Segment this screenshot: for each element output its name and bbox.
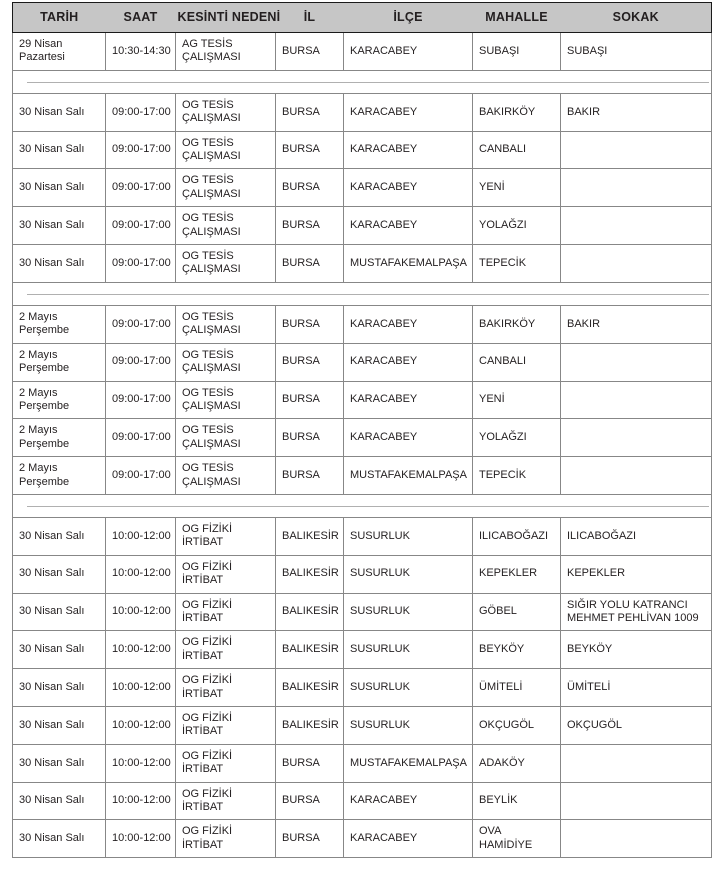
cell-saat: 09:00-17:00 <box>106 131 176 169</box>
cell-sokak <box>561 131 712 169</box>
cell-tarih: 30 Nisan Salı <box>13 169 106 207</box>
table-row <box>13 707 712 745</box>
cell-saat: 10:00-12:00 <box>106 555 176 593</box>
cell-ilce: KARACABEY <box>344 131 473 169</box>
column-header-mahalle: MAHALLE <box>473 3 561 33</box>
cell-il: BURSA <box>276 381 344 419</box>
cell-mahalle: CANBALI <box>473 131 561 169</box>
cell-saat: 09:00-17:00 <box>106 169 176 207</box>
separator-rule <box>27 294 709 295</box>
cell-il: BALIKESİR <box>276 631 344 669</box>
table-row <box>13 33 712 71</box>
cell-ilce: KARACABEY <box>344 93 473 131</box>
cell-ilce: SUSURLUK <box>344 669 473 707</box>
cell-sokak: ILICABOĞAZI <box>561 517 712 555</box>
cell-il: BURSA <box>276 93 344 131</box>
cell-il: BURSA <box>276 820 344 858</box>
cell-mahalle: YOLAĞZI <box>473 207 561 245</box>
column-header-saat: SAAT <box>106 3 176 33</box>
cell-sokak: BAKIR <box>561 305 712 343</box>
cell-sokak <box>561 207 712 245</box>
cell-sokak: OKÇUGÖL <box>561 707 712 745</box>
cell-sokak <box>561 245 712 283</box>
cell-ilce: MUSTAFAKEMALPAŞA <box>344 457 473 495</box>
cell-ilce: SUSURLUK <box>344 631 473 669</box>
cell-il: BURSA <box>276 782 344 820</box>
cell-neden: OG FİZİKİ İRTİBAT <box>176 707 276 745</box>
cell-il: BALIKESİR <box>276 517 344 555</box>
cell-mahalle: KEPEKLER <box>473 555 561 593</box>
separator-cell <box>13 494 712 517</box>
cell-ilce: KARACABEY <box>344 207 473 245</box>
separator-cell <box>13 282 712 305</box>
cell-ilce: KARACABEY <box>344 33 473 71</box>
cell-saat: 09:00-17:00 <box>106 381 176 419</box>
cell-tarih: 2 Mayıs Perşembe <box>13 419 106 457</box>
table-row <box>13 169 712 207</box>
cell-tarih: 29 Nisan Pazartesi <box>13 33 106 71</box>
cell-tarih: 30 Nisan Salı <box>13 744 106 782</box>
cell-tarih: 30 Nisan Salı <box>13 593 106 631</box>
cell-saat: 09:00-17:00 <box>106 207 176 245</box>
cell-mahalle: BEYKÖY <box>473 631 561 669</box>
cell-mahalle: SUBAŞI <box>473 33 561 71</box>
cell-ilce: SUSURLUK <box>344 517 473 555</box>
cell-neden: OG FİZİKİ İRTİBAT <box>176 593 276 631</box>
cell-ilce: KARACABEY <box>344 419 473 457</box>
cell-saat: 09:00-17:00 <box>106 419 176 457</box>
table-header <box>13 3 712 33</box>
cell-neden: OG FİZİKİ İRTİBAT <box>176 820 276 858</box>
cell-sokak: SIĞIR YOLU KATRANCI MEHMET PEHLİVAN 1009 <box>561 593 712 631</box>
column-header-neden: KESİNTİ NEDENİ <box>176 3 276 33</box>
cell-il: BURSA <box>276 131 344 169</box>
cell-neden: OG TESİS ÇALIŞMASI <box>176 381 276 419</box>
cell-ilce: MUSTAFAKEMALPAŞA <box>344 245 473 283</box>
cell-tarih: 30 Nisan Salı <box>13 782 106 820</box>
cell-neden: OG TESİS ÇALIŞMASI <box>176 343 276 381</box>
cell-mahalle: TEPECİK <box>473 457 561 495</box>
cell-neden: OG TESİS ÇALIŞMASI <box>176 457 276 495</box>
table-row <box>13 517 712 555</box>
cell-il: BURSA <box>276 169 344 207</box>
cell-sokak: BAKIR <box>561 93 712 131</box>
cell-tarih: 30 Nisan Salı <box>13 207 106 245</box>
cell-tarih: 30 Nisan Salı <box>13 131 106 169</box>
cell-il: BURSA <box>276 744 344 782</box>
cell-sokak: BEYKÖY <box>561 631 712 669</box>
cell-sokak: SUBAŞI <box>561 33 712 71</box>
cell-saat: 10:00-12:00 <box>106 593 176 631</box>
cell-neden: OG FİZİKİ İRTİBAT <box>176 744 276 782</box>
table-row <box>13 820 712 858</box>
cell-saat: 09:00-17:00 <box>106 457 176 495</box>
cell-tarih: 2 Mayıs Perşembe <box>13 305 106 343</box>
cell-saat: 10:00-12:00 <box>106 707 176 745</box>
cell-saat: 10:00-12:00 <box>106 517 176 555</box>
column-header-sokak: SOKAK <box>561 3 712 33</box>
cell-sokak <box>561 820 712 858</box>
table-row <box>13 457 712 495</box>
cell-neden: OG TESİS ÇALIŞMASI <box>176 93 276 131</box>
cell-ilce: KARACABEY <box>344 305 473 343</box>
cell-tarih: 30 Nisan Salı <box>13 93 106 131</box>
power-outage-table <box>12 2 712 858</box>
cell-il: BURSA <box>276 457 344 495</box>
table-row <box>13 555 712 593</box>
cell-mahalle: TEPECİK <box>473 245 561 283</box>
cell-neden: OG TESİS ÇALIŞMASI <box>176 169 276 207</box>
column-header-tarih: TARİH <box>13 3 106 33</box>
cell-neden: OG FİZİKİ İRTİBAT <box>176 631 276 669</box>
cell-il: BALIKESİR <box>276 555 344 593</box>
cell-saat: 10:00-12:00 <box>106 782 176 820</box>
table-header-row <box>13 3 712 33</box>
cell-mahalle: OVA HAMİDİYE <box>473 820 561 858</box>
cell-neden: OG FİZİKİ İRTİBAT <box>176 669 276 707</box>
cell-tarih: 30 Nisan Salı <box>13 631 106 669</box>
cell-mahalle: OKÇUGÖL <box>473 707 561 745</box>
cell-sokak <box>561 169 712 207</box>
cell-mahalle: YENİ <box>473 169 561 207</box>
cell-sokak: KEPEKLER <box>561 555 712 593</box>
table-row <box>13 381 712 419</box>
cell-tarih: 2 Mayıs Perşembe <box>13 457 106 495</box>
cell-neden: OG TESİS ÇALIŞMASI <box>176 207 276 245</box>
cell-ilce: KARACABEY <box>344 343 473 381</box>
cell-mahalle: YOLAĞZI <box>473 419 561 457</box>
cell-il: BURSA <box>276 305 344 343</box>
cell-neden: OG TESİS ÇALIŞMASI <box>176 245 276 283</box>
cell-sokak: ÜMİTELİ <box>561 669 712 707</box>
separator-cell <box>13 70 712 93</box>
table-row <box>13 207 712 245</box>
cell-mahalle: YENİ <box>473 381 561 419</box>
cell-mahalle: ÜMİTELİ <box>473 669 561 707</box>
cell-mahalle: BAKIRKÖY <box>473 93 561 131</box>
cell-il: BURSA <box>276 207 344 245</box>
cell-ilce: KARACABEY <box>344 381 473 419</box>
column-header-il: İL <box>276 3 344 33</box>
cell-ilce: SUSURLUK <box>344 707 473 745</box>
cell-neden: OG FİZİKİ İRTİBAT <box>176 782 276 820</box>
cell-ilce: MUSTAFAKEMALPAŞA <box>344 744 473 782</box>
table-row <box>13 343 712 381</box>
cell-tarih: 2 Mayıs Perşembe <box>13 381 106 419</box>
column-header-ilce: İLÇE <box>344 3 473 33</box>
table-separator-row <box>13 70 712 93</box>
cell-sokak <box>561 381 712 419</box>
cell-ilce: SUSURLUK <box>344 555 473 593</box>
cell-sokak <box>561 782 712 820</box>
cell-il: BURSA <box>276 33 344 71</box>
table-row <box>13 419 712 457</box>
cell-ilce: KARACABEY <box>344 169 473 207</box>
table-row <box>13 593 712 631</box>
cell-tarih: 30 Nisan Salı <box>13 707 106 745</box>
cell-saat: 09:00-17:00 <box>106 343 176 381</box>
cell-mahalle: ILICABOĞAZI <box>473 517 561 555</box>
table-separator-row <box>13 282 712 305</box>
cell-il: BURSA <box>276 343 344 381</box>
cell-saat: 10:00-12:00 <box>106 631 176 669</box>
table-row <box>13 782 712 820</box>
cell-sokak <box>561 744 712 782</box>
cell-tarih: 30 Nisan Salı <box>13 245 106 283</box>
cell-saat: 10:30-14:30 <box>106 33 176 71</box>
cell-il: BALIKESİR <box>276 669 344 707</box>
cell-neden: OG FİZİKİ İRTİBAT <box>176 517 276 555</box>
cell-neden: OG TESİS ÇALIŞMASI <box>176 305 276 343</box>
cell-sokak <box>561 457 712 495</box>
table-row <box>13 744 712 782</box>
cell-tarih: 2 Mayıs Perşembe <box>13 343 106 381</box>
separator-rule <box>27 82 709 83</box>
cell-il: BURSA <box>276 419 344 457</box>
table-separator-row <box>13 494 712 517</box>
cell-saat: 10:00-12:00 <box>106 744 176 782</box>
cell-neden: OG TESİS ÇALIŞMASI <box>176 131 276 169</box>
cell-tarih: 30 Nisan Salı <box>13 555 106 593</box>
cell-mahalle: GÖBEL <box>473 593 561 631</box>
cell-mahalle: ADAKÖY <box>473 744 561 782</box>
cell-tarih: 30 Nisan Salı <box>13 517 106 555</box>
cell-neden: AG TESİS ÇALIŞMASI <box>176 33 276 71</box>
table-row <box>13 631 712 669</box>
cell-tarih: 30 Nisan Salı <box>13 820 106 858</box>
table-row <box>13 131 712 169</box>
cell-saat: 09:00-17:00 <box>106 93 176 131</box>
cell-tarih: 30 Nisan Salı <box>13 669 106 707</box>
table-row <box>13 305 712 343</box>
cell-neden: OG FİZİKİ İRTİBAT <box>176 555 276 593</box>
cell-mahalle: BEYLİK <box>473 782 561 820</box>
cell-saat: 10:00-12:00 <box>106 669 176 707</box>
cell-mahalle: CANBALI <box>473 343 561 381</box>
cell-ilce: KARACABEY <box>344 782 473 820</box>
separator-rule <box>27 506 709 507</box>
cell-il: BALIKESİR <box>276 707 344 745</box>
cell-il: BALIKESİR <box>276 593 344 631</box>
cell-saat: 10:00-12:00 <box>106 820 176 858</box>
cell-ilce: SUSURLUK <box>344 593 473 631</box>
cell-saat: 09:00-17:00 <box>106 305 176 343</box>
table-body <box>13 33 712 858</box>
table-row <box>13 93 712 131</box>
cell-neden: OG TESİS ÇALIŞMASI <box>176 419 276 457</box>
cell-il: BURSA <box>276 245 344 283</box>
cell-sokak <box>561 343 712 381</box>
cell-ilce: KARACABEY <box>344 820 473 858</box>
cell-saat: 09:00-17:00 <box>106 245 176 283</box>
table-row <box>13 669 712 707</box>
cell-sokak <box>561 419 712 457</box>
table-row <box>13 245 712 283</box>
cell-mahalle: BAKIRKÖY <box>473 305 561 343</box>
